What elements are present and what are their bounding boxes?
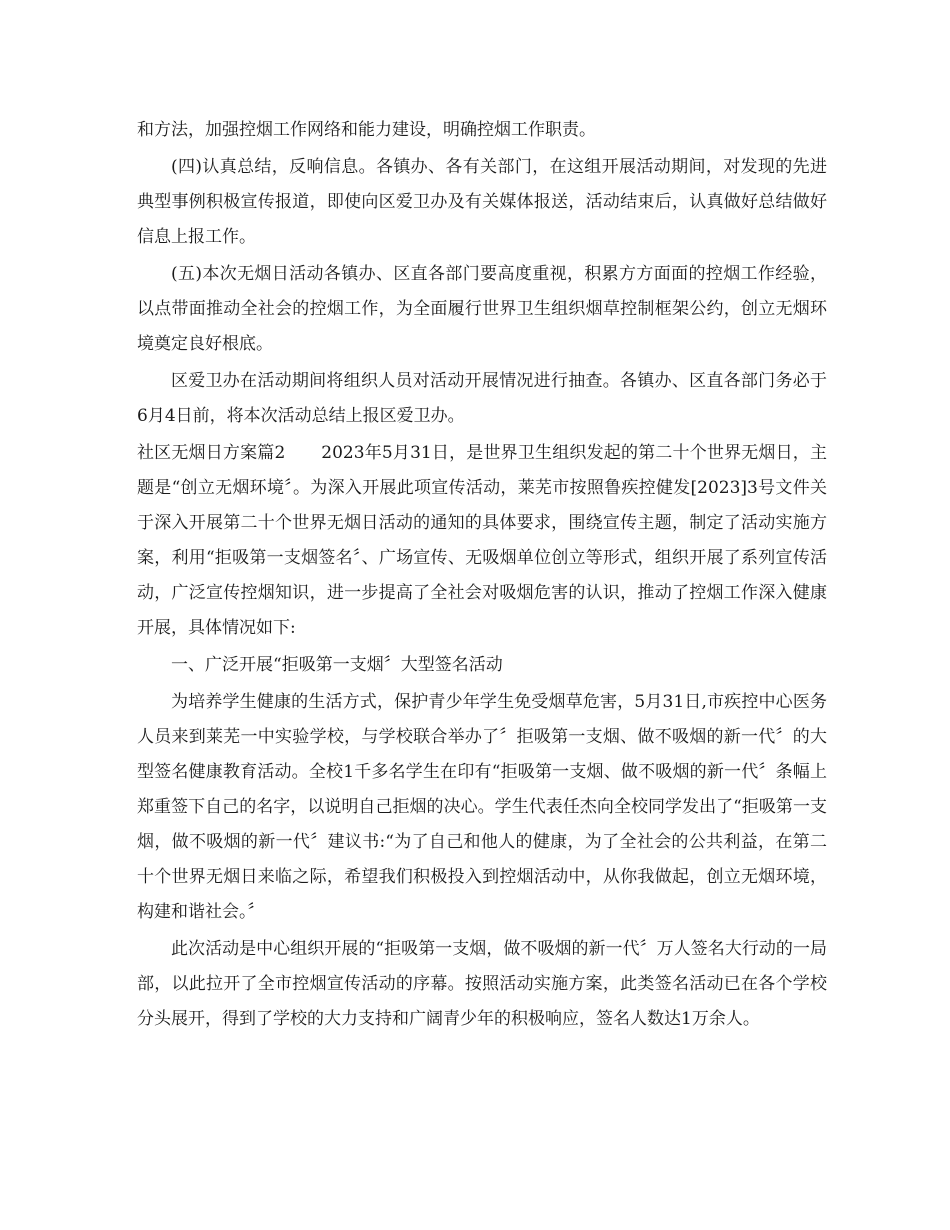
- subheading-1: 一、广泛开展“拒吸第一支烟〞大型签名活动: [171, 655, 503, 675]
- document-body: [137, 113, 827, 1039]
- paragraph-1: 和方法，加强控烟工作网络和能力建设，明确控烟工作职责。: [137, 120, 596, 140]
- section-intro: 2023年5月31日，是世界卫生组织发起的第二十个世界无烟日，主题是“创立无烟环境〞。为深入开展此项宣传活动，莱芜市按照鲁疾控健发[2023]3号文件关于深入开展第二十个世界无烟日活动的通知的具体要求，围绕宣传主题，制定了活动实施方案，利用“拒吸第一支烟签名〞、广场宣传、无吸烟单位创立等形式，组织开展了系列宣传活动，广泛宣传控烟知识，进一步提高了全社会对吸烟危害的认识，推动了控烟工作深入健康开展，具体情况如下:: [137, 443, 827, 638]
- section-paragraph: [137, 436, 827, 646]
- paragraph-8: 此次活动是中心组织开展的“拒吸第一支烟，做不吸烟的新一代〞万人签名大行动的一局部，以此拉开了全市控烟宣传活动的序幕。按照活动实施方案，此类签名活动已在各个学校分头展开，得到了学校的大力支持和广阔青少年的积极响应，签名人数达1万余人。: [137, 939, 827, 1029]
- paragraph-4: 区爱卫办在活动期间将组织人员对活动开展情况进行抽查。各镇办、区直各部门务必于6月4日前，将本次活动总结上报区爱卫办。: [137, 371, 827, 426]
- paragraph-2: (四)认真总结，反响信息。各镇办、各有关部门，在这组开展活动期间，对发现的先进典型事例积极宣传报道，即使向区爱卫办及有关媒体报送，活动结束后，认真做好总结做好信息上报工作。: [137, 157, 827, 247]
- paragraph-3: (五)本次无烟日活动各镇办、区直各部门要高度重视，积累方方面面的控烟工作经验，以点带面推动全社会的控烟工作，为全面履行世界卫生组织烟草控制框架公约，创立无烟环境奠定良好根底。: [137, 264, 827, 354]
- section-title: 社区无烟日方案篇2: [137, 443, 286, 463]
- paragraph-7: 为培养学生健康的生活方式，保护青少年学生免受烟草危害，5月31日,市疾控中心医务人员来到莱芜一中实验学校，与学校联合举办了〞拒吸第一支烟、做不吸烟的新一代〞的大型签名健康教育活动。全校1千多名学生在印有“拒吸第一支烟、做不吸烟的新一代〞条幅上郑重签下自己的名字，以说明自己拒烟的决心。学生代表任杰向全校同学发出了“拒吸第一支烟，做不吸烟的新一代〞建议书:“为了自己和他人的健康，为了全社会的公共利益，在第二十个世界无烟日来临之际，希望我们积极投入到控烟活动中，从你我做起，创立无烟环境，构建和谐社会。〞: [137, 692, 827, 922]
